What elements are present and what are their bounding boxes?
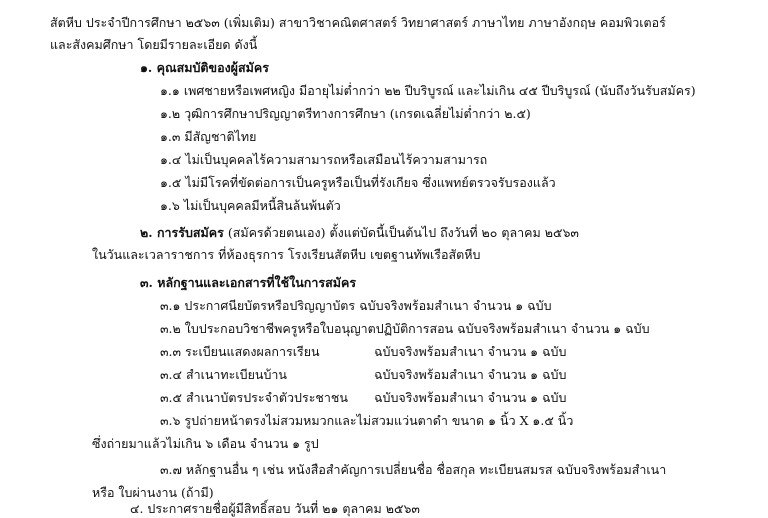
sec3-item-5-detail: ฉบับจริงพร้อมสำเนา จำนวน ๑ ฉบับ <box>374 390 567 405</box>
sec3-item-7-cont: หรือ ใบผ่านงาน (ถ้ามี) <box>92 485 214 500</box>
sec1-item-3: ๑.๓ มีสัญชาติไทย <box>160 129 257 144</box>
section-2-line-2: ในวันและเวลาราชการ ที่ห้องธุรการ โรงเรียนสัตหีบ เขตฐานทัพเรือสัตหีบ <box>92 247 481 262</box>
sec1-item-4: ๑.๔ ไม่เป็นบุคคลไร้ความสามารถหรือเสมือนไร้ความสามารถ <box>160 152 488 167</box>
section-3-heading: ๓. หลักฐานและเอกสารที่ใช้ในการสมัคร <box>140 275 357 290</box>
sec1-item-1: ๑.๑ เพศชายหรือเพศหญิง มีอายุไม่ต่ำกว่า ๒๒ ปีบริบูรณ์ และไม่เกิน ๔๕ ปีบริบูรณ์ (นับถึงวันรับสมัคร) <box>160 83 696 98</box>
sec1-item-2: ๑.๒ วุฒิการศึกษาปริญญาตรีทางการศึกษา (เกรดเฉลี่ยไม่ต่ำกว่า ๒.๕) <box>160 106 531 121</box>
sec3-item-1: ๓.๑ ประกาศนียบัตรหรือปริญญาบัตร ฉบับจริงพร้อมสำเนา จำนวน ๑ ฉบับ <box>160 298 552 313</box>
sec3-item-5-label: ๓.๕ สำเนาบัตรประจำตัวประชาชน <box>160 390 348 405</box>
sec3-item-7: ๓.๗ หลักฐานอื่น ๆ เช่น หนังสือสำคัญการเปลี่ยนชื่อ ชื่อสกุล ทะเบียนสมรส ฉบับจริงพร้อมสำเนา <box>160 462 667 477</box>
intro-line-2: และสังคมศึกษา โดยมีรายละเอียด ดังนี้ <box>50 37 258 52</box>
sec3-item-4-detail: ฉบับจริงพร้อมสำเนา จำนวน ๑ ฉบับ <box>374 367 567 382</box>
sec1-item-5: ๑.๕ ไม่มีโรคที่ขัดต่อการเป็นครูหรือเป็นที่รังเกียจ ซึ่งแพทย์ตรวจรับรองแล้ว <box>160 175 556 190</box>
sec1-item-6: ๑.๖ ไม่เป็นบุคคลมีหนี้สินล้นพ้นตัว <box>160 198 341 213</box>
section-2-text: (สมัครด้วยตนเอง) ตั้งแต่บัดนี้เป็นต้นไป ถึงวันที่ ๒๐ ตุลาคม ๒๕๖๓ <box>223 225 579 240</box>
sec3-item-4-label: ๓.๔ สำเนาทะเบียนบ้าน <box>160 367 287 382</box>
sec3-item-2: ๓.๒ ใบประกอบวิชาชีพครูหรือใบอนุญาตปฏิบัติการสอน ฉบับจริงพร้อมสำเนา จำนวน ๑ ฉบับ <box>160 321 650 336</box>
sec3-item-6: ๓.๖ รูปถ่ายหน้าตรงไม่สวมหมวกและไม่สวมแว่นตาดำ ขนาด ๑ นิ้ว X ๑.๕ นิ้ว <box>160 413 574 428</box>
sec3-item-3-detail: ฉบับจริงพร้อมสำเนา จำนวน ๑ ฉบับ <box>374 344 567 359</box>
sec3-item-6-cont: ซึ่งถ่ายมาแล้วไม่เกิน ๖ เดือน จำนวน ๑ รูป <box>92 436 319 451</box>
section-4-cutoff: ๔. ประกาศรายชื่อผู้มีสิทธิ์สอบ วันที่ ๒๑ ตุลาคม ๒๕๖๓ <box>130 501 420 516</box>
sec3-item-3-label: ๓.๓ ระเบียนแสดงผลการเรียน <box>160 344 320 359</box>
section-2-line-1 <box>140 224 579 242</box>
intro-line-1: สัตหีบ ประจำปีการศึกษา ๒๕๖๓ (เพิ่มเติม) สาขาวิชาคณิตศาสตร์ วิทยาศาสตร์ ภาษาไทย ภาษาอังกฤษ คอมพิวเตอร์ <box>50 15 666 30</box>
section-2-heading: ๒. การรับสมัคร <box>140 225 224 240</box>
section-1-heading: ๑. คุณสมบัติของผู้สมัคร <box>140 60 269 75</box>
